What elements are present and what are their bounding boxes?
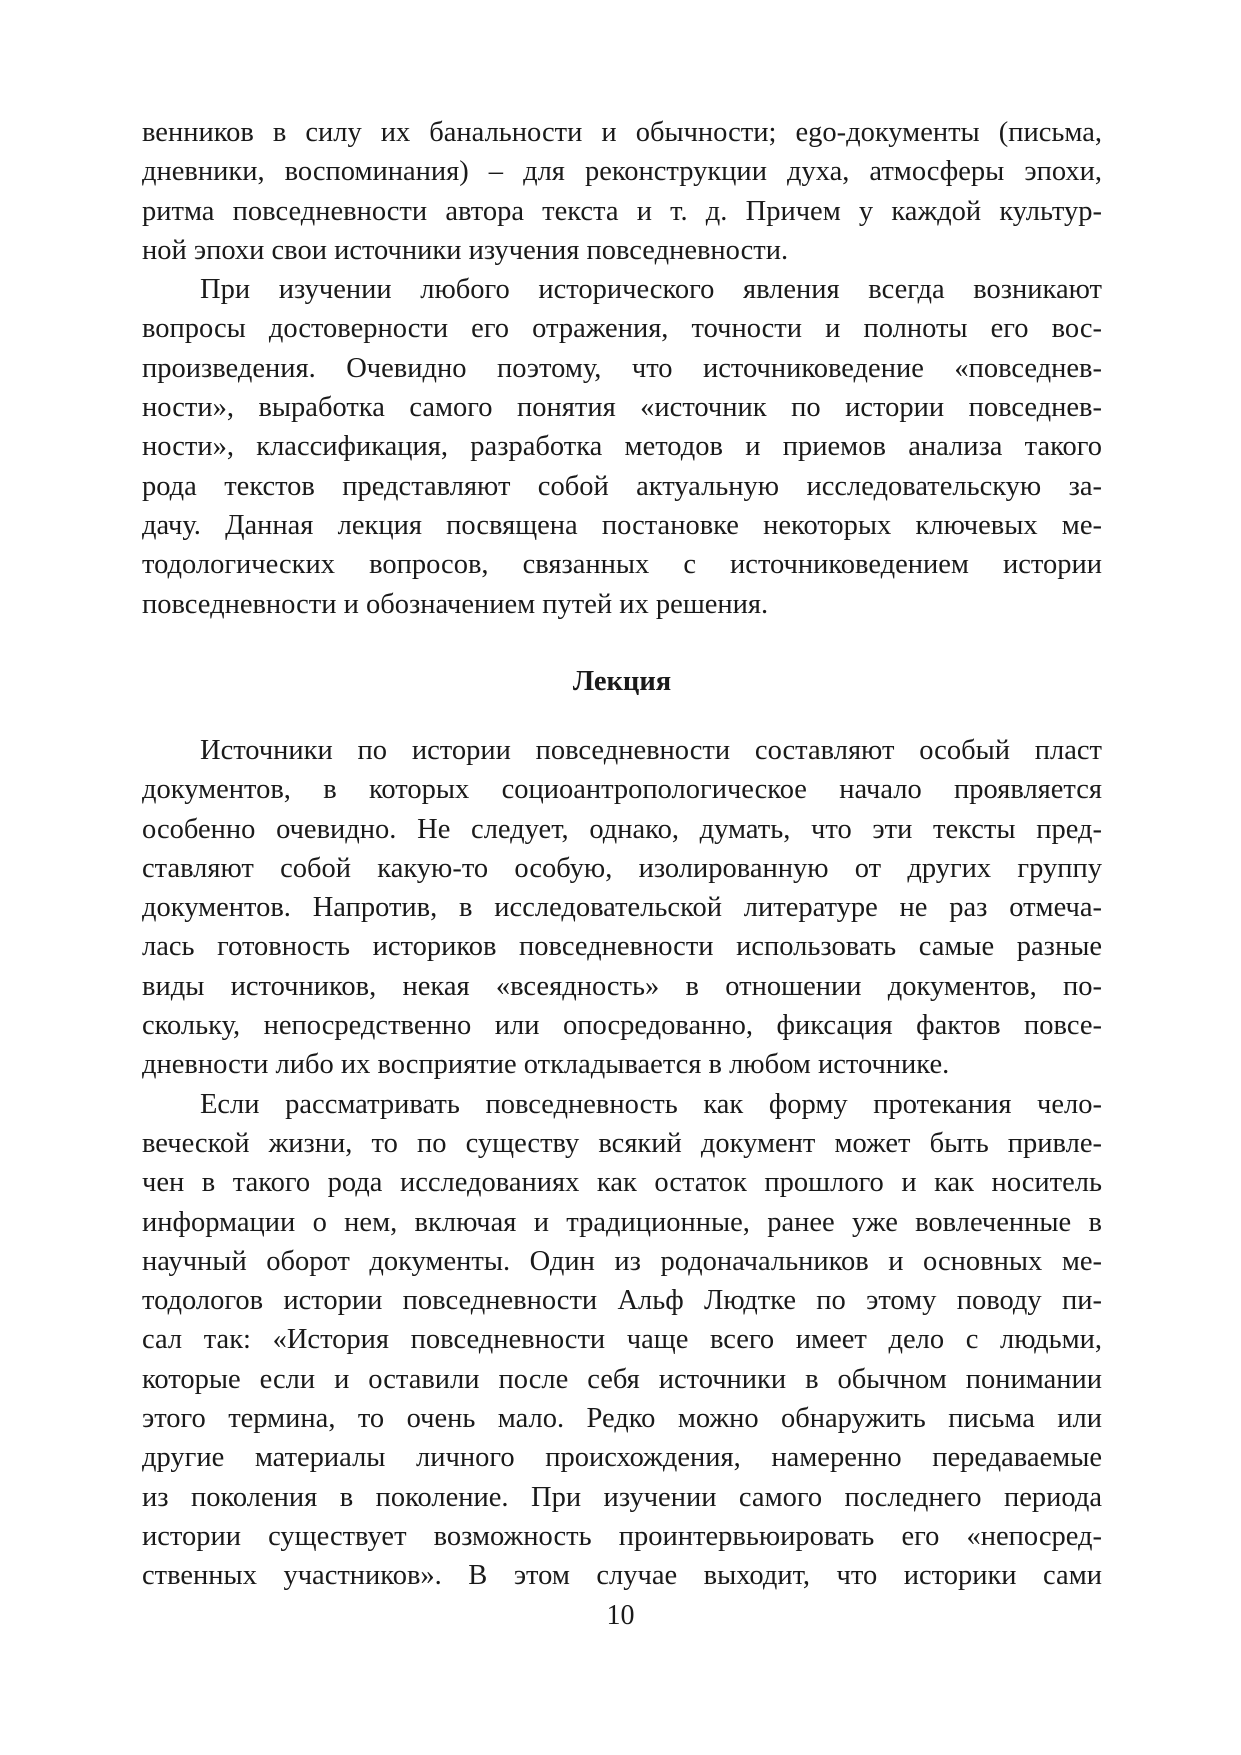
paragraph-line: особенно очевидно. Не следует, однако, думать, что эти тексты пред- [142,813,1102,845]
paragraph-line: ственных участников». В этом случае выходит, что историки сами [142,1560,1102,1592]
paragraph-line: другие материалы личного происхождения, намеренно передаваемые [142,1442,1102,1474]
paragraph-line: дневники, воспоминания) – для реконструкции духа, атмосферы эпохи, [142,156,1102,188]
paragraph-line: истории существует возможность проинтервьюировать его «непосред- [142,1520,1102,1552]
paragraph-line: При изучении любого исторического явления всегда возникают [200,274,1102,306]
paragraph-line: ности», выработка самого понятия «источник по истории повседнев- [142,392,1102,424]
paragraph-line: дневности либо их восприятие откладывается в любом источнике. [142,1049,950,1081]
section-heading: Лекция [572,666,672,697]
text-block-bottom [142,731,1102,1596]
paragraph-line: Источники по истории повседневности составляют особый пласт [200,735,1102,766]
paragraph-line: ритма повседневности автора текста и т. д. Причем у каждой культур- [142,195,1102,227]
paragraph-line: ной эпохи свои источники изучения повседневности. [142,234,789,266]
paragraph-line: документов, в которых социоантропологическое начало проявляется [142,774,1102,806]
paragraph-line: повседневности и обозначением путей их решения. [142,588,769,620]
paragraph-line: рода текстов представляют собой актуальную исследовательскую за- [142,470,1102,502]
paragraph-line: виды источников, некая «всеядность» в отношении документов, по- [142,970,1102,1002]
paragraph-line: документов. Напротив, в исследовательской литературе не раз отмеча- [142,892,1102,924]
paragraph-line: веческой жизни, то по существу всякий документ может быть привле- [142,1127,1102,1159]
paragraph-line: ставляют собой какую-то особую, изолированную от других группу [142,852,1102,884]
paragraph-line: этого термина, то очень мало. Редко можно обнаружить письма или [142,1403,1102,1435]
paragraph-line: лась готовность историков повседневности использовать самые разные [142,931,1102,963]
text-block-top [142,113,1102,624]
page-number: 10 [606,1600,635,1631]
paragraph-line: вопросы достоверности его отражения, точности и полноты его вос- [142,313,1102,345]
paragraph-line: сал так: «История повседневности чаще всего имеет дело с людьми, [142,1324,1102,1356]
paragraph-line: ности», классификация, разработка методов и приемов анализа такого [142,431,1102,463]
paragraph-line: чен в такого рода исследованиях как остаток прошлого и как носитель [142,1167,1102,1199]
paragraph-line: дачу. Данная лекция посвящена постановке некоторых ключевых ме- [142,509,1102,541]
paragraph-line: Если рассматривать повседневность как форму протекания чело- [200,1088,1102,1120]
paragraph-line: скольку, непосредственно или опосредованно, фиксация фактов повсе- [142,1010,1102,1042]
paragraph-line: из поколения в поколение. При изучении самого последнего периода [142,1481,1102,1513]
paragraph-line: произведения. Очевидно поэтому, что источниковедение «повседнев- [142,352,1102,384]
paragraph-line: научный оборот документы. Один из родоначальников и основных ме- [142,1245,1102,1277]
paragraph-line: которые если и оставили после себя источники в обычном понимании [142,1363,1102,1395]
paragraph-line: тодологов истории повседневности Альф Людтке по этому поводу пи- [142,1285,1102,1317]
paragraph-line: тодологических вопросов, связанных с источниковедением истории [142,549,1102,581]
paragraph-line: информации о нем, включая и традиционные, ранее уже вовлеченные в [142,1206,1102,1238]
paragraph-line: венников в силу их банальности и обычности; ego-документы (письма, [142,117,1102,148]
